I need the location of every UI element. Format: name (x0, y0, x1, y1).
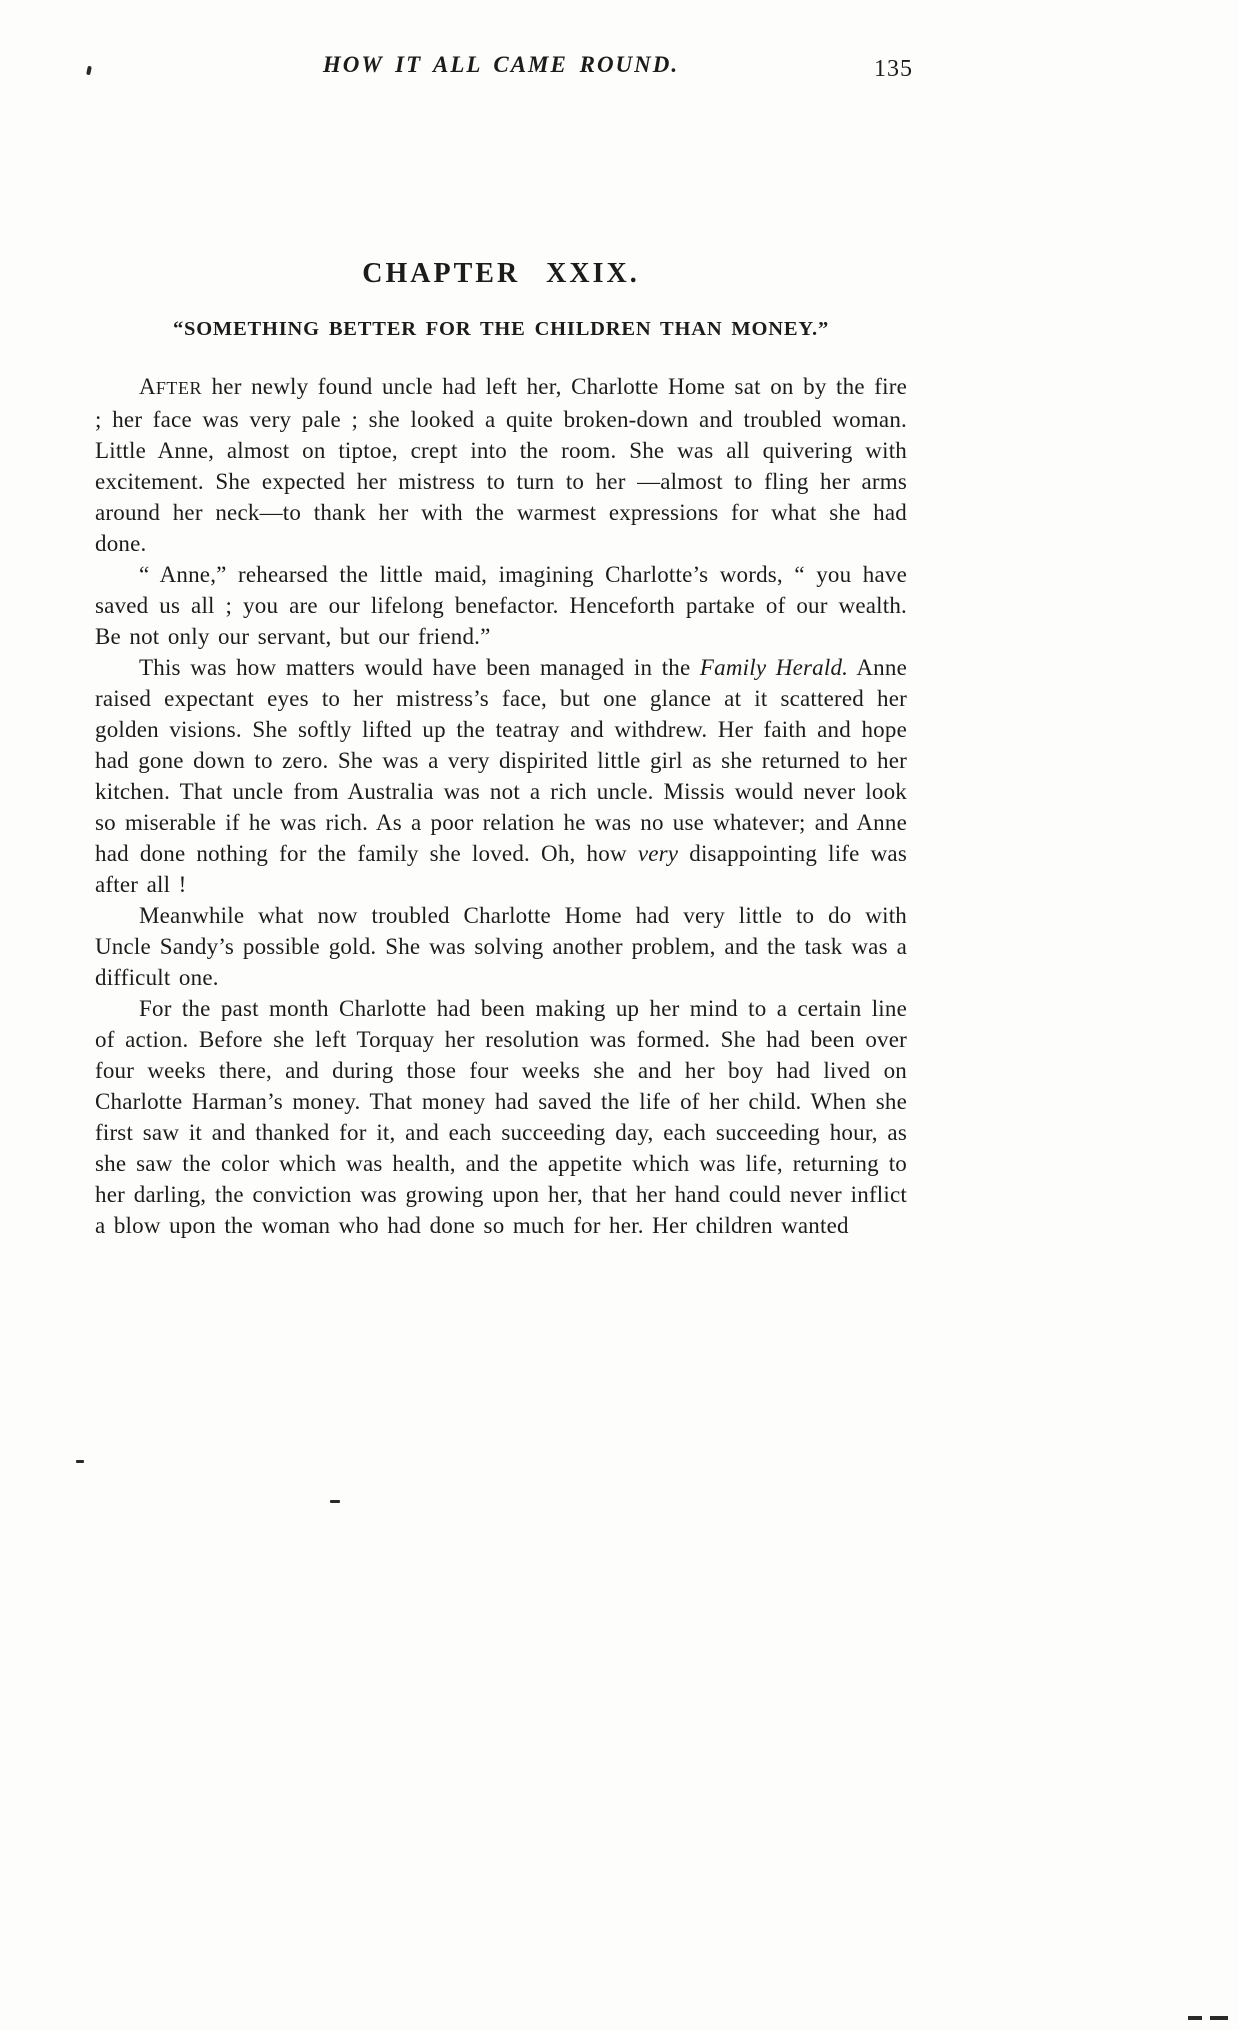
text-column (95, 0, 913, 1241)
body-text (95, 371, 907, 1241)
running-header-title: HOW IT ALL CAME ROUND. (322, 52, 680, 77)
chapter-subtitle: “SOMETHING BETTER FOR THE CHILDREN THAN MONEY.” (172, 318, 830, 340)
scan-artifact (330, 1500, 340, 1503)
text-segment: For the past month Charlotte had been making up her mind to a certain line of action. Before she left Torquay her resolution was formed. She had been over four weeks there, and during those four weeks she and her boy had lived on Charlotte Harman’s money. That money had saved the life of her child. When she first saw it and thanked for it, and each succeeding day, each succeeding hour, as she saw the color which was health, and the appetite which was life, returning to her darling, the conviction was growing upon her, that her hand could never inflict a blow upon the woman who had done so much for her. Her children wanted (95, 996, 907, 1238)
scan-artifact (1188, 2016, 1202, 2020)
paragraph (95, 900, 907, 993)
page-number: 135 (874, 56, 913, 82)
paragraph (95, 652, 907, 900)
paragraph (95, 993, 907, 1241)
text-segment-caps-large: A (139, 374, 156, 399)
scan-artifact (1210, 2016, 1228, 2020)
text-segment: disappointing life was after all ! (95, 841, 907, 897)
text-segment-italic: very (637, 841, 679, 866)
chapter-heading: CHAPTER XXIX. (362, 258, 640, 289)
text-segment: “ Anne,” rehearsed the little maid, imagining Charlotte’s words, “ you have saved us all ; you are our lifelong benefactor. Henceforth partake of our wealth. Be not only our servant, but our friend.” (95, 562, 907, 649)
text-segment: her newly found uncle had left her, Charlotte Home sat on by the fire ; her face was very pale ; she looked a quite broken-down and troubled woman. Little Anne, almost on tiptoe, crept into the room. She was all quivering with excitement. She expected her mistress to turn to her —almost to fling her arms around her neck—to thank her with the warmest expressions for what she had done. (95, 374, 907, 556)
text-segment-caps-small: FTER (155, 378, 203, 398)
scan-artifact (86, 66, 92, 76)
paragraph (95, 371, 907, 559)
text-segment-italic: Family Herald. (699, 655, 849, 680)
running-header (95, 0, 913, 86)
text-segment: Anne raised expectant eyes to her mistress’s face, but one glance at it scattered her golden visions. She softly lifted up the teatray and withdrew. Her faith and hope had gone down to zero. She was a very dispirited little girl as she returned to her kitchen. That uncle from Australia was not a rich uncle. Missis would never look so miserable if he was rich. As a poor relation he was no use whatever; and Anne had done nothing for the family she loved. Oh, how (95, 655, 907, 866)
scan-artifact (76, 1460, 84, 1463)
paragraph (95, 559, 907, 652)
text-segment: This was how matters would have been managed in the (139, 655, 700, 680)
text-segment: Meanwhile what now troubled Charlotte Home had very little to do with Uncle Sandy’s possible gold. She was solving another problem, and the task was a difficult one. (95, 903, 907, 990)
